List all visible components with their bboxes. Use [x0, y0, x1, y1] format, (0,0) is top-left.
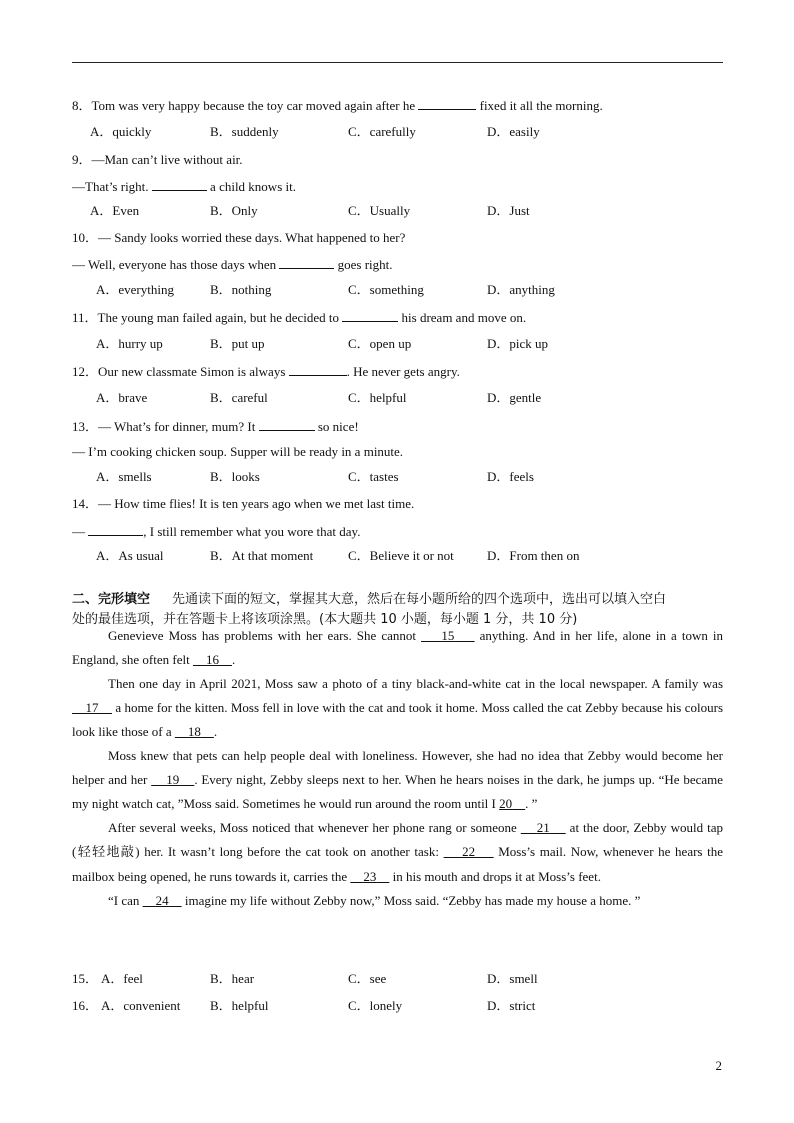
option-a: A．convenient — [101, 998, 181, 1013]
question-10-line2 — [72, 256, 393, 273]
answer-blank — [152, 178, 207, 191]
question-13 — [72, 418, 359, 435]
passage-text: After several weeks, Moss noticed that whenever her phone rang or someone — [108, 820, 521, 835]
passage-text: ) her. It wasn’t long before the cat took on another task: — [135, 844, 444, 859]
question-8 — [72, 97, 603, 114]
blank-number: 17 — [85, 700, 99, 715]
passage-text: Then one day in April 2021, Moss saw a photo of a tiny black-and-white cat in the local newspaper. A family was — [108, 676, 723, 691]
answer-blank — [259, 418, 315, 431]
question-text: 8．Tom was very happy because the toy car moved again after he — [72, 98, 419, 113]
option-c: C．helpful — [348, 390, 407, 405]
option-b: B．At that moment — [210, 548, 314, 563]
cloze-blank-19 — [151, 772, 194, 787]
passage-text: . — [213, 724, 218, 739]
paragraph-4 — [72, 816, 723, 889]
passage-text: imagine my life without Zebby now,” Moss said. “Zebby has made my house a home. ” — [181, 893, 641, 908]
option-a: A．Even — [90, 203, 140, 218]
question-11 — [72, 309, 526, 326]
option-c: C．open up — [348, 336, 412, 351]
passage — [72, 624, 723, 913]
option-a: A．As usual — [96, 548, 164, 563]
cloze-blank-24 — [143, 893, 182, 908]
cloze-blank-17 — [72, 700, 112, 715]
question-12 — [72, 363, 460, 380]
blank-number: 23 — [363, 869, 377, 884]
option-b: B．Only — [210, 203, 258, 218]
option-b: B．hear — [210, 971, 255, 986]
option-c: C．Usually — [348, 203, 411, 218]
paragraph-5 — [72, 889, 723, 913]
cloze-number: 15． — [72, 971, 99, 986]
question-9: 9．—Man can’t live without air. — [72, 152, 243, 167]
option-d: D．easily — [487, 124, 540, 139]
passage-text: Genevieve Moss has problems with her ears. She cannot — [108, 628, 422, 643]
blank-number: 18 — [187, 724, 201, 739]
passage-text: Moss’s mail. Now, whenever he hears the mailbox being opened, he runs towards it, carries the — [72, 844, 723, 884]
cloze-blank-21 — [521, 820, 566, 835]
option-a: A．everything — [96, 282, 174, 297]
answer-blank — [342, 309, 398, 322]
question-text: a child knows it. — [206, 179, 296, 194]
passage-text: Moss knew that pets can help people deal with loneliness. However, she had no idea that Zebby would become her helper and her — [72, 748, 723, 787]
answer-blank — [418, 97, 476, 110]
option-a: A．feel — [101, 971, 143, 986]
option-a: A．brave — [96, 390, 148, 405]
question-14: 14．— How time flies! It is ten years ago when we met last time. — [72, 496, 415, 511]
option-d: D．feels — [487, 469, 534, 484]
cloze-blank-16 — [193, 652, 232, 667]
option-b: B．suddenly — [210, 124, 279, 139]
question-text: — — [72, 524, 89, 539]
option-c: C．lonely — [348, 998, 403, 1013]
blank-number: 20 — [499, 796, 513, 811]
question-text: fixed it all the morning. — [476, 98, 603, 113]
option-c: C．Believe it or not — [348, 548, 454, 563]
option-c: C．tastes — [348, 469, 399, 484]
cloze-blank-23 — [350, 869, 389, 884]
question-text: 13．— What’s for dinner, mum? It — [72, 419, 259, 434]
option-b: B．nothing — [210, 282, 272, 297]
passage-text: “I can — [108, 893, 143, 908]
cloze-blank-20 — [499, 796, 525, 811]
question-14-line2 — [72, 523, 360, 540]
option-d: D．Just — [487, 203, 530, 218]
answer-blank — [279, 256, 334, 269]
question-text: — Well, everyone has those days when — [72, 257, 280, 272]
blank-number: 16 — [205, 652, 219, 667]
question-text: so nice! — [314, 419, 359, 434]
option-a: A．hurry up — [96, 336, 163, 351]
option-d: D．pick up — [487, 336, 549, 351]
question-text: , I still remember what you wore that day. — [143, 524, 361, 539]
question-13-line2: — I’m cooking chicken soup. Supper will be ready in a minute. — [72, 444, 404, 459]
blank-number: 22 — [462, 844, 476, 859]
cloze-blank-22 — [444, 844, 494, 859]
option-b: B．careful — [210, 390, 268, 405]
blank-number: 21 — [536, 820, 550, 835]
option-a: A．quickly — [90, 124, 152, 139]
passage-text: anything. And in her life, alone in a town in England, she often felt — [72, 628, 724, 667]
passage-text: a home for the kitten. Moss fell in love with the cat and took it home. Moss called the cat Zebby because his colours look like those of a — [72, 700, 724, 739]
option-d: D．anything — [487, 282, 555, 297]
option-c: C．something — [348, 282, 424, 297]
section-instruction: 先通读下面的短文，掌握其大意，然后在每小题所给的四个选项中，选出可以填入空白 — [172, 592, 667, 607]
passage-text: at the door, Zebby would tap ( — [72, 820, 724, 859]
passage-text: . Every night, Zebby sleeps next to her. When he hears noises in the dark, he jumps up. “He became my night watch cat, ”Moss said. Sometimes he would run around the room until I — [72, 772, 724, 811]
passage-text: . — [231, 652, 236, 667]
cloze-number: 16． — [72, 998, 99, 1013]
paragraph-2 — [72, 672, 723, 744]
question-text: 12．Our new classmate Simon is always — [72, 364, 289, 379]
answer-blank — [289, 363, 347, 376]
question-text: goes right. — [334, 257, 393, 272]
section-heading — [72, 592, 666, 608]
cloze-blank-15 — [421, 628, 475, 643]
question-text: . He never gets angry. — [346, 364, 460, 379]
page-number: 2 — [715, 1058, 722, 1073]
section-instruction-2: 处的最佳选项，并在答题卡上将该项涂黑。(本大题共 10 小题，每小题 1 分，共 10 分) — [72, 612, 578, 627]
blank-number: 15 — [441, 628, 455, 643]
answer-blank — [88, 523, 143, 536]
blank-number: 24 — [155, 893, 169, 908]
passage-text: in his mouth and drops it at Moss’s feet. — [389, 869, 601, 884]
question-text: —That’s right. — [72, 179, 152, 194]
option-d: D．From then on — [487, 548, 580, 563]
question-10: 10．— Sandy looks worried these days. What happened to her? — [72, 230, 406, 245]
option-d: D．gentle — [487, 390, 542, 405]
header-rule — [72, 62, 723, 63]
paragraph-1 — [72, 624, 723, 672]
passage-text: . ” — [525, 796, 538, 811]
option-c: C．see — [348, 971, 387, 986]
chinese-gloss: 轻轻地敲 — [76, 845, 136, 860]
paragraph-3 — [72, 744, 723, 816]
option-b: B．put up — [210, 336, 265, 351]
option-b: B．looks — [210, 469, 260, 484]
question-9-line2 — [72, 178, 296, 195]
option-b: B．helpful — [210, 998, 269, 1013]
option-c: C．carefully — [348, 124, 416, 139]
question-text: his dream and move on. — [398, 310, 527, 325]
option-d: D．smell — [487, 971, 538, 986]
cloze-blank-18 — [175, 724, 214, 739]
question-text: 11．The young man failed again, but he decided to — [72, 310, 343, 325]
blank-number: 19 — [166, 772, 180, 787]
section-title: 二、完形填空 — [72, 592, 151, 607]
option-a: A．smells — [96, 469, 152, 484]
option-d: D．strict — [487, 998, 536, 1013]
